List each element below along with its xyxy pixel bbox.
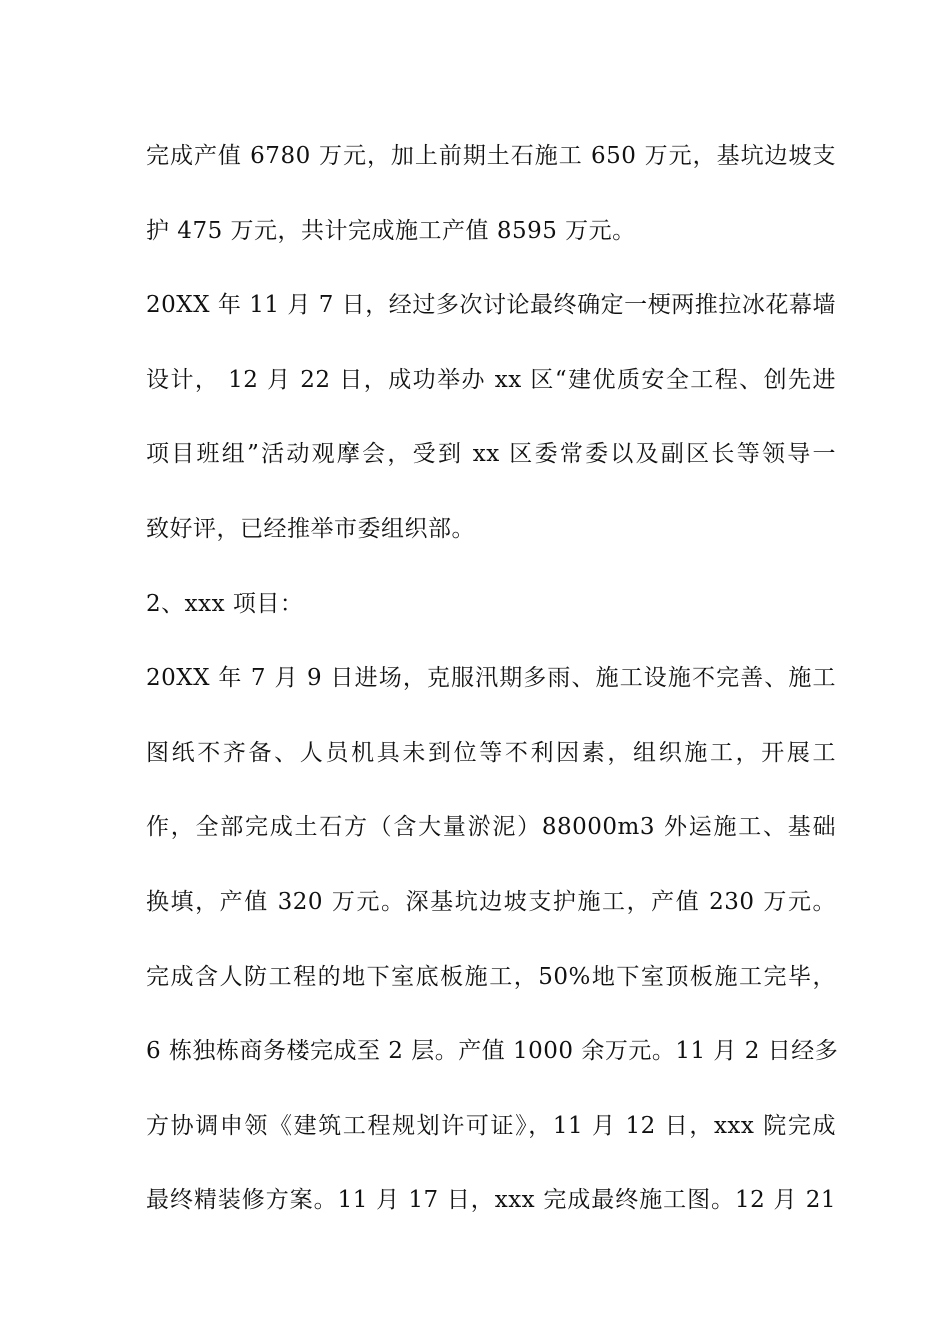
text-line-9: 图纸不齐备、人员机具未到位等不利因素，组织施工，开展工: [146, 739, 836, 766]
text-line-5: 项目班组”活动观摩会，受到 xx 区委常委以及副区长等领导一: [146, 441, 836, 468]
text-line-1: 完成产值 6780 万元，加上前期土石施工 650 万元，基坑边坡支: [146, 143, 836, 169]
text-line-10: 作，全部完成土石方（含大量淤泥）88000m3 外运施工、基础: [146, 814, 836, 841]
text-line-8: 20XX 年 7 月 9 日进场，克服汛期多雨、施工设施不完善、施工: [146, 665, 836, 692]
document-body: [146, 128, 839, 1247]
text-line-14: 方协调申领《建筑工程规划许可证》，11 月 12 日，xxx 院完成: [146, 1112, 836, 1139]
text-line-2: 护 475 万元，共计完成施工产值 8595 万元。: [146, 217, 636, 244]
section-heading: 2、xxx 项目：: [146, 590, 304, 617]
text-line-12: 完成含人防工程的地下室底板施工，50%地下室顶板施工完毕，: [146, 963, 836, 990]
text-line-11: 换填，产值 320 万元。深基坑边坡支护施工，产值 230 万元。: [146, 888, 836, 915]
text-line-15: 最终精装修方案。11 月 17 日，xxx 完成最终施工图。12 月 21: [146, 1187, 836, 1214]
text-line-3: 20XX 年 11 月 7 日，经过多次讨论最终确定一梗两推拉冰花幕墙: [146, 292, 836, 319]
text-line-6: 致好评，已经推举市委组织部。: [146, 515, 475, 542]
text-line-13: 6 栋独栋商务楼完成至 2 层。产值 1000 余万元。11 月 2 日经多: [146, 1038, 839, 1065]
text-line-4: 设计， 12 月 22 日，成功举办 xx 区“建优质安全工程、创先进: [146, 366, 836, 393]
